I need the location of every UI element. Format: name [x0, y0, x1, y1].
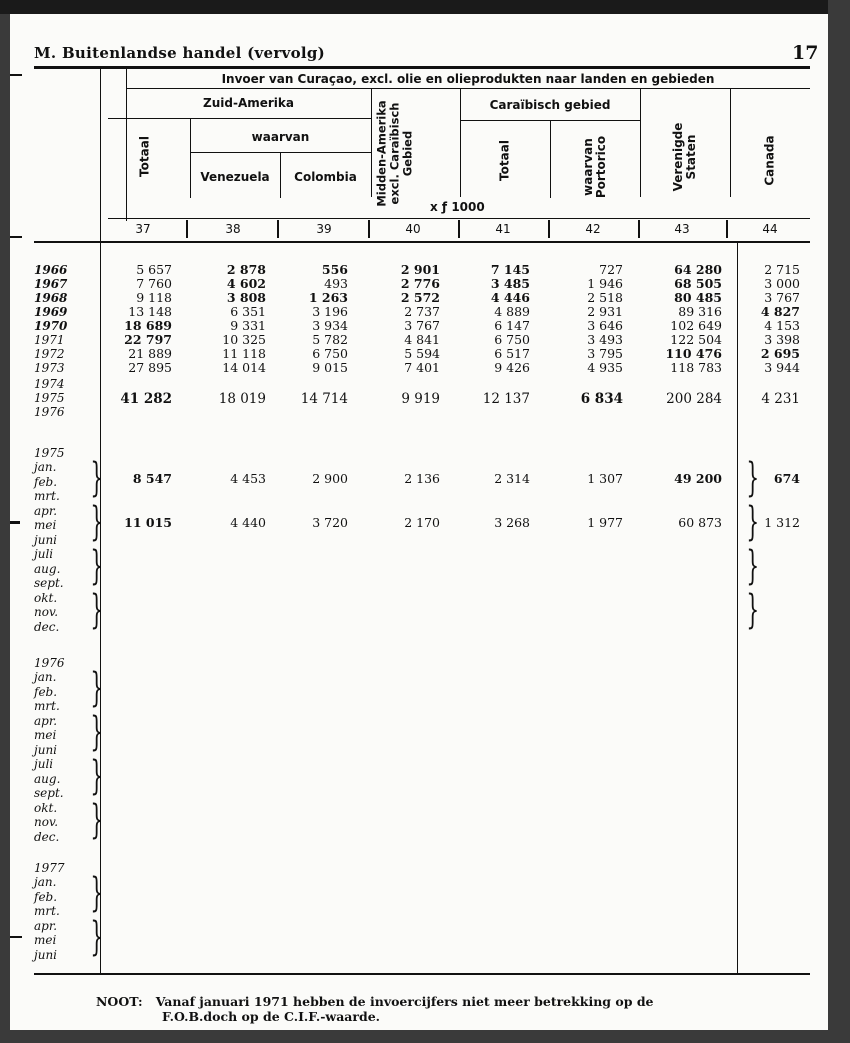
col-39-header: Colombia — [294, 170, 357, 184]
colnum-sep — [638, 220, 640, 238]
annual-cell: 5 782 — [312, 332, 348, 347]
quarter-cell: 1 307 — [587, 471, 623, 486]
annual-cell: 7 401 — [404, 360, 440, 375]
month-label: mrt. — [34, 904, 60, 918]
quarter-cell: 2 900 — [312, 471, 348, 486]
annual-cell: 122 504 — [670, 332, 722, 347]
quarter-brace: } — [90, 709, 104, 755]
annual-cell: 2 518 — [587, 290, 623, 305]
quarter-cell: 1 977 — [587, 515, 623, 530]
quarter-brace: } — [90, 455, 104, 501]
colnum-sep — [726, 220, 728, 238]
annual-cell: 18 019 — [218, 391, 266, 407]
quarter-cell: 2 314 — [494, 471, 530, 486]
annual-cell: 2 901 — [400, 262, 440, 277]
col-divider — [371, 89, 372, 197]
annual-cell: 21 889 — [128, 346, 172, 361]
quarter-cell: 8 547 — [132, 471, 172, 486]
month-label: mei — [34, 728, 57, 742]
table-bottom-rule — [34, 973, 810, 975]
annual-cell: 2 776 — [400, 276, 440, 291]
colnum-sep — [277, 220, 279, 238]
month-label: nov. — [34, 605, 59, 619]
month-label: sept. — [34, 786, 64, 800]
month-label: jan. — [34, 460, 57, 474]
annual-cell: 9 331 — [230, 318, 266, 333]
annual-cell: 2 572 — [400, 290, 440, 305]
colnum-sep — [368, 220, 370, 238]
year-label: 1970 — [34, 319, 68, 333]
annual-cell: 4 935 — [587, 360, 623, 375]
annual-cell: 110 476 — [665, 346, 722, 361]
annual-cell: 3 944 — [764, 360, 800, 375]
footnote-line-2: F.O.B.doch op de C.I.F.-waarde. — [162, 1009, 381, 1024]
month-label: apr. — [34, 713, 58, 728]
col-38-header: Venezuela — [200, 170, 270, 184]
annual-cell: 493 — [324, 276, 348, 291]
month-label: juni — [34, 532, 58, 547]
col-44-header: Canada — [762, 135, 777, 186]
annual-cell: 5 657 — [136, 262, 172, 277]
quarter-brace: } — [90, 797, 104, 843]
annual-cell: 4 841 — [404, 332, 440, 347]
page-title: M. Buitenlandse handel (vervolg) — [34, 44, 326, 62]
colnum-sep — [186, 220, 188, 238]
annual-cell: 2 931 — [587, 304, 623, 319]
annual-cell: 22 797 — [124, 332, 172, 347]
month-label: feb. — [34, 684, 58, 699]
caraibisch-header: Caraïbisch gebied — [489, 98, 611, 112]
year-label-1975: 1975 — [34, 446, 65, 460]
quarter-cell: 11 015 — [124, 515, 172, 530]
annual-cell: 6 750 — [494, 332, 530, 347]
margin-mark — [10, 74, 22, 76]
annual-cell: 4 827 — [760, 304, 800, 319]
col-41-header: Totaal — [497, 140, 512, 181]
month-label: juni — [34, 947, 58, 962]
colnum-bottom-rule — [34, 241, 810, 243]
annual-cell: 2 695 — [760, 346, 800, 361]
month-label: feb. — [34, 889, 58, 904]
annual-cell: 4 231 — [761, 391, 800, 407]
colnum: 38 — [225, 222, 241, 236]
quarter-cell: 3 720 — [312, 515, 348, 530]
annual-cell: 11 118 — [222, 346, 266, 361]
col-40-header: Midden-Amerika excl. Caraïbisch Gebied — [374, 100, 415, 207]
annual-cell: 6 834 — [580, 391, 623, 407]
annual-cell: 18 689 — [124, 318, 172, 333]
document-page — [10, 14, 828, 1030]
annual-cell: 13 148 — [128, 304, 172, 319]
annual-cell: 89 316 — [678, 304, 722, 319]
annual-cell: 7 145 — [490, 262, 530, 277]
annual-cell: 9 118 — [136, 290, 172, 305]
annual-cell: 727 — [599, 262, 623, 277]
annual-cell: 6 351 — [230, 304, 266, 319]
month-label: feb. — [34, 474, 58, 489]
annual-cell: 68 505 — [674, 276, 722, 291]
margin-mark — [10, 936, 22, 938]
month-label: aug. — [34, 561, 61, 576]
annual-cell: 3 795 — [587, 346, 623, 361]
margin-mark — [10, 521, 20, 524]
month-label: juli — [34, 757, 54, 771]
month-label: dec. — [34, 829, 60, 844]
footnote-line-1: NOOT: Vanaf januari 1971 hebben de invoercijfers niet meer betrekking op de — [96, 994, 654, 1009]
title-rule — [126, 88, 810, 89]
table-top-rule — [34, 66, 810, 69]
quarter-brace: } — [746, 587, 760, 633]
annual-cell: 3 000 — [764, 276, 800, 291]
year-label: 1975 — [34, 391, 65, 405]
quarter-cell: 2 136 — [404, 471, 440, 486]
margin-mark — [10, 236, 22, 238]
annual-cell: 102 649 — [670, 318, 722, 333]
year-label: 1971 — [34, 333, 65, 347]
quarter-cell: 3 268 — [494, 515, 530, 530]
month-label: nov. — [34, 815, 59, 829]
annual-cell: 9 919 — [401, 391, 440, 407]
month-label: juli — [34, 547, 54, 561]
annual-cell: 80 485 — [674, 290, 722, 305]
annual-cell: 3 767 — [404, 318, 440, 333]
zuid-amerika-rule — [108, 118, 371, 119]
month-label: apr. — [34, 918, 58, 933]
annual-cell: 118 783 — [670, 360, 722, 375]
col-42-header: waarvan Portorico — [581, 135, 608, 199]
quarter-brace: } — [90, 499, 104, 545]
annual-cell: 4 446 — [490, 290, 530, 305]
year-label: 1974 — [34, 377, 65, 391]
page-number: 17 — [792, 42, 819, 64]
quarter-brace: } — [746, 455, 760, 501]
col-43-header: Verenigde Staten — [671, 122, 698, 192]
annual-cell: 9 015 — [312, 360, 348, 375]
quarter-cell: 60 873 — [678, 515, 722, 530]
annual-cell: 14 014 — [222, 360, 266, 375]
annual-cell: 3 196 — [312, 304, 348, 319]
scan-border-top — [0, 0, 850, 14]
quarter-cell: 2 170 — [404, 515, 440, 530]
colnum-sep — [458, 220, 460, 238]
year-label-1976: 1976 — [34, 656, 65, 670]
month-label: sept. — [34, 576, 64, 590]
quarter-cell: 1 312 — [764, 515, 800, 530]
month-label: mei — [34, 518, 57, 532]
main-title: Invoer van Curaçao, excl. olie en olieprodukten naar landen en gebieden — [221, 72, 715, 86]
month-label: jan. — [34, 875, 57, 889]
year-label: 1969 — [34, 305, 68, 319]
colnum: 39 — [316, 222, 332, 236]
waarvan-header: waarvan — [251, 130, 310, 144]
scan-border-right — [828, 0, 850, 1043]
quarter-brace: } — [90, 587, 104, 633]
unit-label: x ƒ 1000 — [430, 200, 485, 214]
annual-cell: 3 485 — [490, 276, 530, 291]
annual-cell: 6 750 — [312, 346, 348, 361]
annual-cell: 14 714 — [300, 391, 348, 407]
annual-cell: 6 517 — [494, 346, 530, 361]
month-label: okt. — [34, 800, 58, 815]
colnum-sep — [548, 220, 550, 238]
quarter-brace: } — [746, 499, 760, 545]
quarter-cell: 49 200 — [674, 471, 722, 486]
annual-cell: 5 594 — [404, 346, 440, 361]
annual-cell: 3 398 — [764, 332, 800, 347]
year-label: 1967 — [34, 277, 68, 291]
annual-cell: 12 137 — [482, 391, 530, 407]
month-label: mrt. — [34, 489, 60, 503]
zuid-amerika-header: Zuid-Amerika — [203, 96, 294, 110]
colnum: 40 — [405, 222, 421, 236]
year-label: 1966 — [34, 263, 68, 277]
colnum-top-rule — [108, 218, 810, 219]
col-divider — [550, 120, 551, 198]
annual-cell: 4 602 — [226, 276, 266, 291]
annual-cell: 200 284 — [666, 391, 722, 407]
month-label: aug. — [34, 771, 61, 786]
month-label: juni — [34, 742, 58, 757]
month-label: mrt. — [34, 699, 60, 713]
colnum: 37 — [135, 222, 151, 236]
quarter-brace: } — [90, 914, 104, 960]
month-label: mei — [34, 933, 57, 947]
month-label: okt. — [34, 590, 58, 605]
quarter-cell: 674 — [773, 471, 800, 486]
header-left-border — [126, 69, 127, 221]
annual-cell: 1 263 — [308, 290, 348, 305]
annual-cell: 27 895 — [128, 360, 172, 375]
quarter-brace: } — [90, 665, 104, 711]
colnum: 42 — [585, 222, 601, 236]
annual-cell: 4 889 — [494, 304, 530, 319]
annual-cell: 7 760 — [136, 276, 172, 291]
annual-cell: 556 — [321, 262, 348, 277]
quarter-brace: } — [746, 543, 760, 589]
col-divider — [640, 89, 641, 197]
annual-cell: 3 767 — [764, 290, 800, 305]
annual-cell: 3 646 — [587, 318, 623, 333]
annual-cell: 10 325 — [222, 332, 266, 347]
col-divider — [730, 89, 731, 197]
month-label: dec. — [34, 619, 60, 634]
month-label: apr. — [34, 503, 58, 518]
annual-cell: 2 715 — [764, 262, 800, 277]
month-label: jan. — [34, 670, 57, 684]
annual-cell: 6 147 — [494, 318, 530, 333]
annual-cell: 9 426 — [494, 360, 530, 375]
quarter-cell: 4 453 — [230, 471, 266, 486]
annual-cell: 3 934 — [312, 318, 348, 333]
quarter-brace: } — [90, 870, 104, 916]
year-label: 1976 — [34, 405, 65, 419]
colnum: 43 — [674, 222, 690, 236]
footnote — [96, 994, 654, 1024]
year-label: 1968 — [34, 291, 68, 305]
annual-cell: 41 282 — [120, 391, 172, 407]
quarter-brace: } — [90, 543, 104, 589]
annual-cell: 2 878 — [226, 262, 266, 277]
annual-cell: 3 808 — [226, 290, 266, 305]
annual-cell: 64 280 — [674, 262, 722, 277]
year-label-1977: 1977 — [34, 861, 65, 875]
annual-cell: 4 153 — [764, 318, 800, 333]
quarter-brace: } — [90, 753, 104, 799]
colnum: 44 — [762, 222, 778, 236]
annual-cell: 1 946 — [587, 276, 623, 291]
year-label: 1972 — [34, 347, 65, 361]
annual-cell: 2 737 — [404, 304, 440, 319]
col-37-header: Totaal — [137, 136, 152, 177]
colnum: 41 — [495, 222, 511, 236]
year-label: 1973 — [34, 361, 65, 375]
quarter-cell: 4 440 — [230, 515, 266, 530]
annual-cell: 3 493 — [587, 332, 623, 347]
